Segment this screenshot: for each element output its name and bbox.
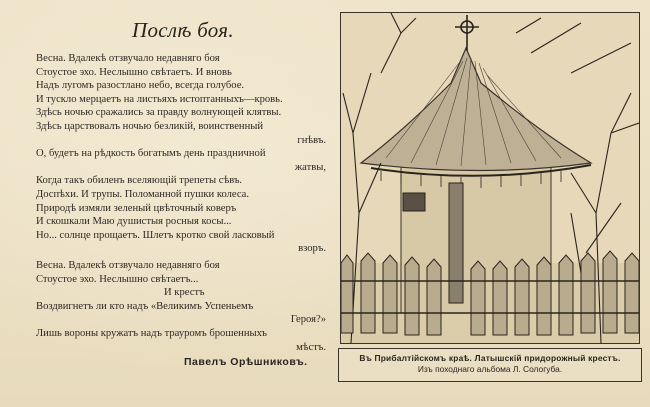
poem-line: И тускло мерцаетъ на листьяхъ истоптанныхъ—кровь.	[36, 93, 283, 105]
poem-line: Лишь вороны кружатъ надъ трауромъ брошенныхъ	[36, 327, 268, 339]
poem-line: Но... солнце прощаетъ. Шлетъ кротко свой ласковый	[36, 229, 275, 241]
poem-column	[36, 14, 326, 398]
poem-line: Здѣсь ночью сражались за правду волнующей клятвы.	[36, 107, 282, 119]
poem-line: Воздвигнетъ ли кто надъ «Великимъ Успеньемъ	[36, 300, 254, 312]
poem-line: Стоустое эхо. Неслышно свѣтаетъ. И вновь	[36, 66, 232, 78]
poem-line: Стоустое эхо. Неслышно свѣтаетъ...	[36, 273, 199, 285]
poem-line: Надъ лугомъ разостлано небо, всегда голубое.	[36, 80, 245, 92]
poem-line: И скошкали Маю душистыя росныя косы...	[36, 216, 232, 228]
poem-line: Здѣсь царствовалъ ночью безликій, воинственный	[36, 120, 264, 132]
poem-line: Природѣ измяли зеленый цвѣточный коверъ	[36, 202, 237, 214]
poem-line: Весна. Вдалекѣ отзвучало недавняго боя	[36, 260, 220, 271]
caption-source: Изъ походнаго альбома Л. Сологуба.	[417, 364, 563, 374]
poem-line-indented: И крестъ	[164, 287, 205, 299]
poem-line: Весна. Вдалекѣ отзвучало недавняго боя	[36, 53, 220, 64]
poem-title: Послѣ боя.	[132, 18, 234, 42]
poem-line: Когда такъ обиленъ вселяющій трепеты сѣвъ.	[36, 175, 243, 187]
poem-line-continuation: мѣстъ.	[296, 341, 326, 353]
illustration-caption	[338, 348, 642, 382]
poem-line: Доспѣхи. И трупы. Поломанной пушки колеса.	[36, 188, 250, 200]
caption-title: Въ Прибалтійскомъ краѣ. Латышскій придорожный крестъ.	[359, 353, 621, 363]
roadside-cross-illustration	[340, 12, 640, 344]
poem-line-continuation: взоръ.	[298, 243, 326, 255]
poem-line-continuation: Героя?»	[290, 314, 326, 326]
illustration-drawing	[341, 13, 640, 344]
poem-stanza-1	[36, 52, 326, 256]
poem-line: О, будетъ на рѣдкость богатымъ день праздничной	[36, 148, 266, 160]
poem-line-continuation: гнѣвъ.	[297, 134, 326, 146]
poem-stanza-2	[36, 259, 326, 354]
poem-author: Павелъ Орѣшниковъ.	[184, 356, 308, 368]
poem-line-continuation: жатвы,	[294, 161, 326, 173]
